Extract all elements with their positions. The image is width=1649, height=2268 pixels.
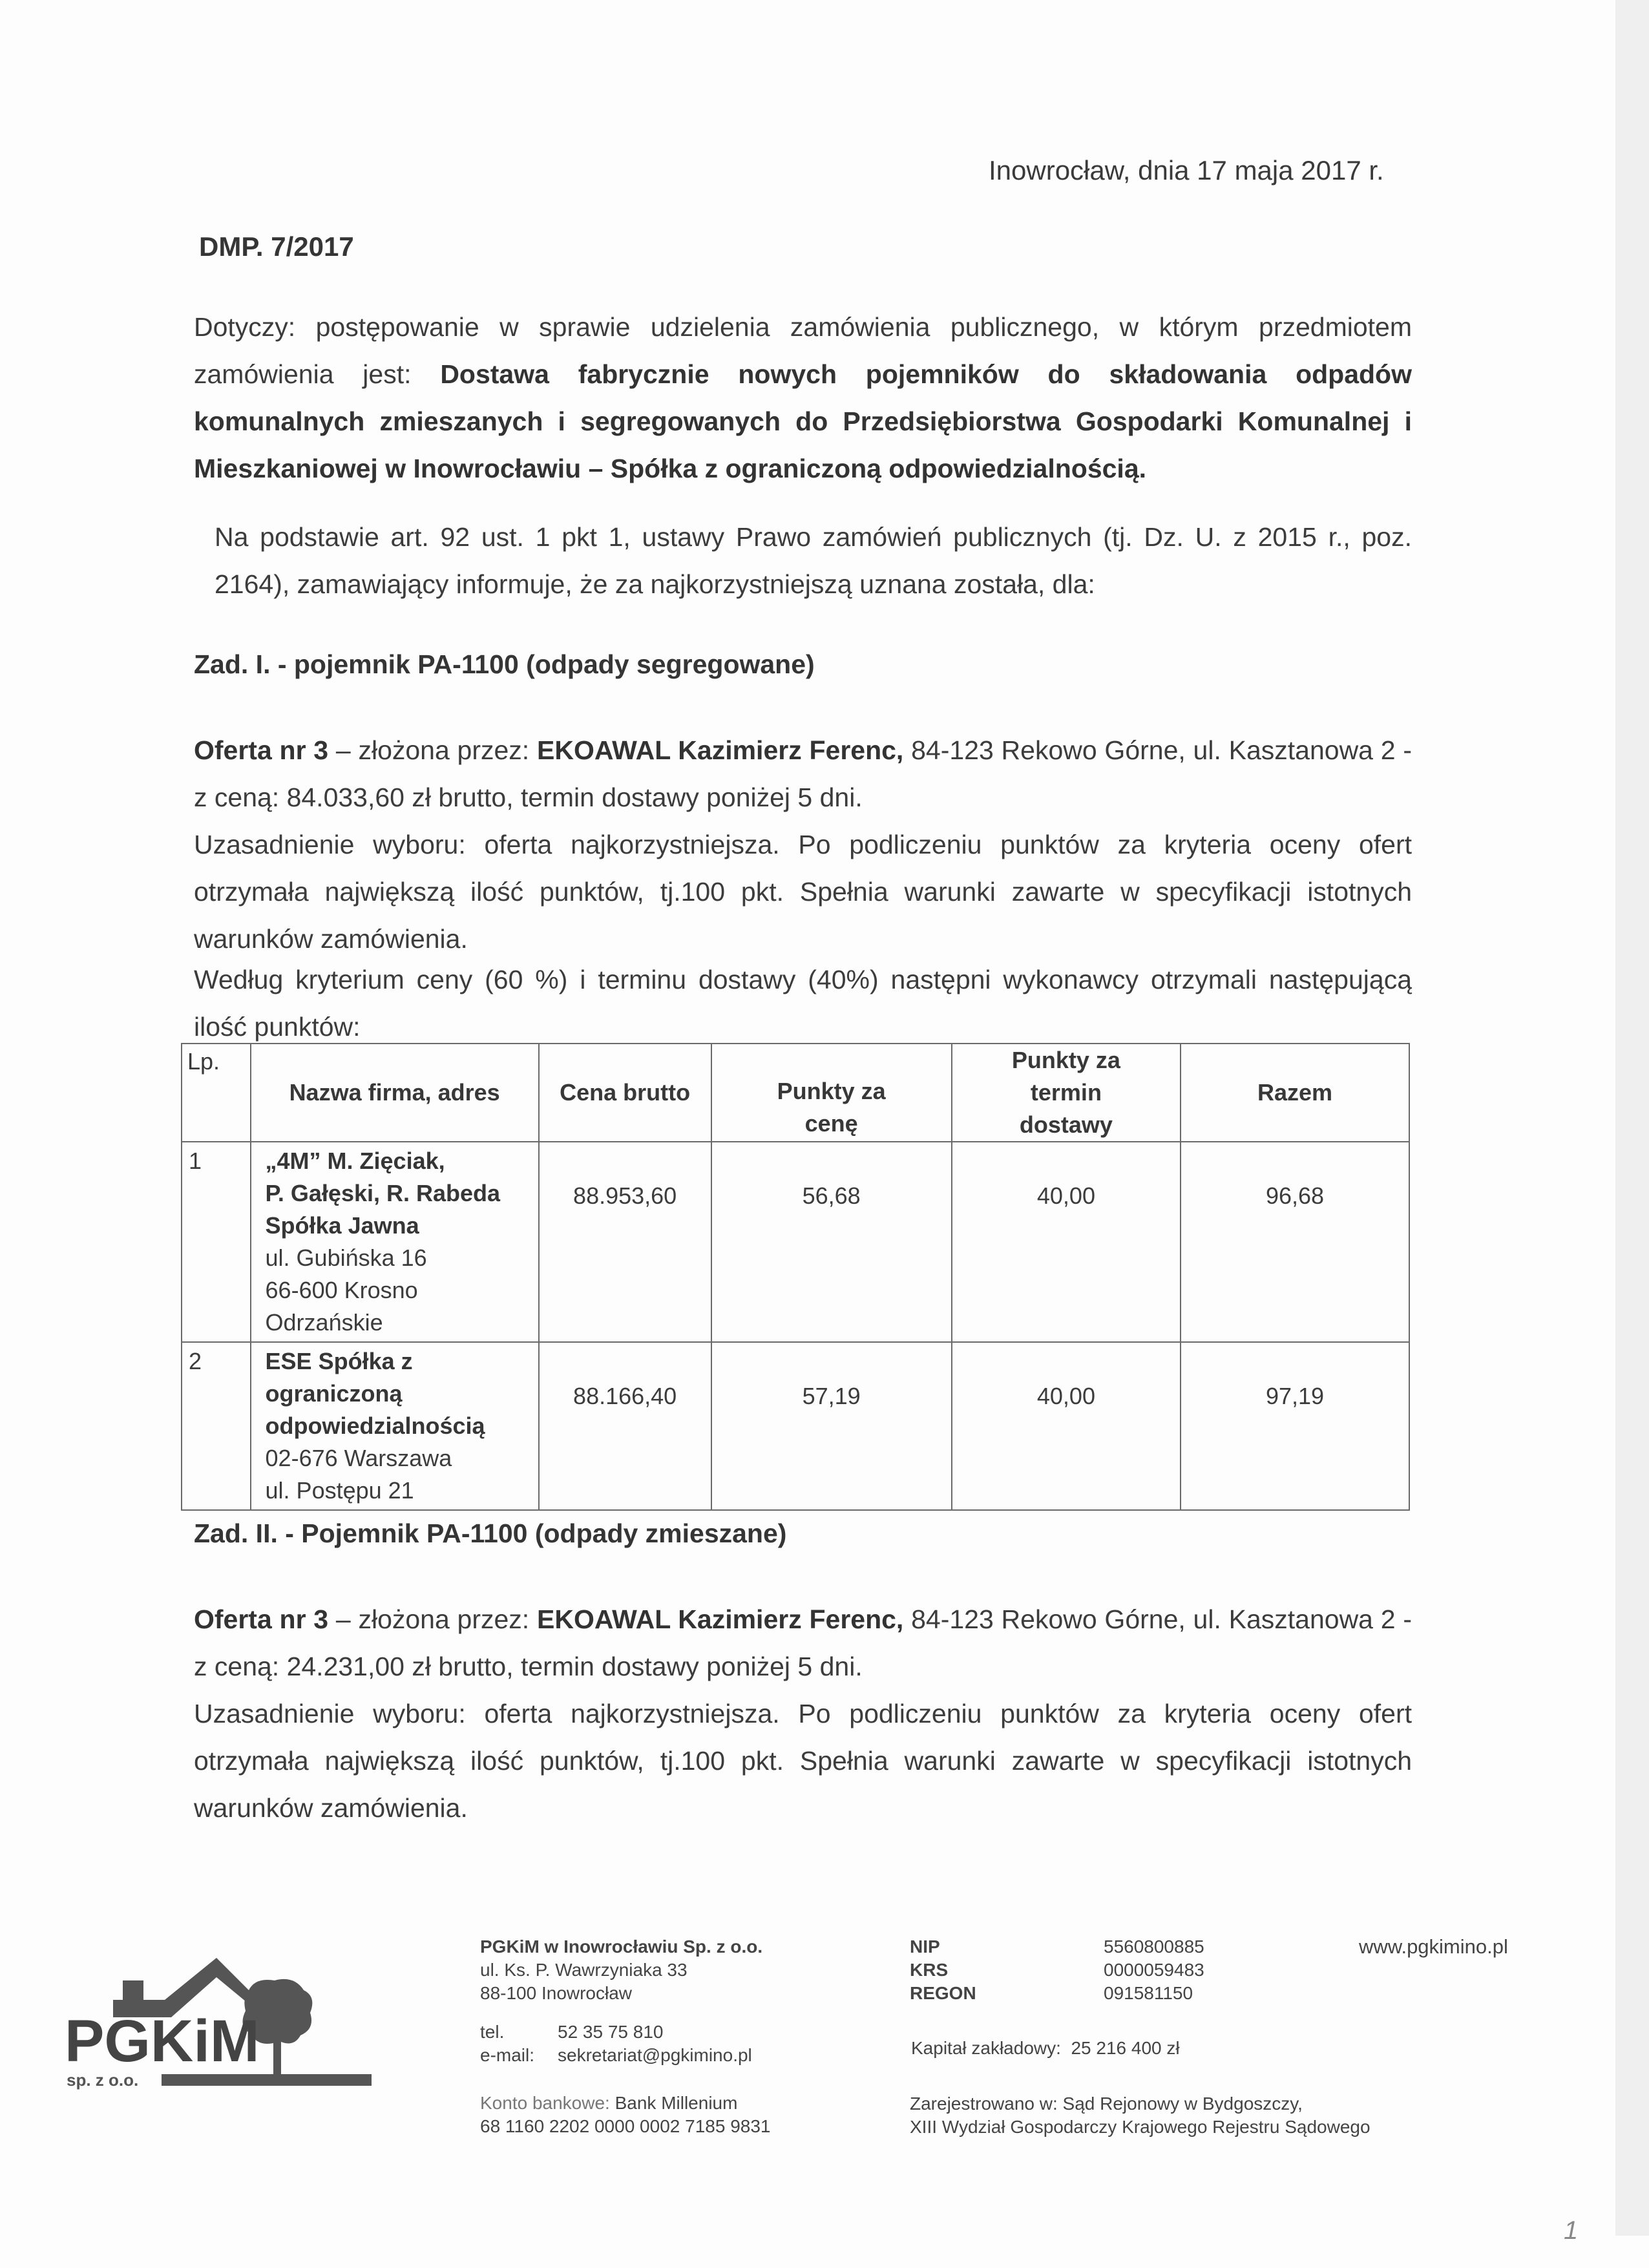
row-delivery-points: 40,00 [952, 1142, 1181, 1342]
website-link[interactable]: www.pgkimino.pl [1359, 1935, 1508, 1958]
row-total: 97,19 [1181, 1342, 1409, 1510]
footer-registry [910, 1935, 1204, 2005]
regon-label: REGON [910, 1983, 976, 2003]
col-price: Cena brutto [539, 1044, 711, 1142]
company-logo [48, 1951, 384, 2100]
row-total: 96,68 [1181, 1142, 1409, 1342]
bank-account: 68 1160 2202 0000 0002 7185 9831 [480, 2116, 771, 2136]
svg-text:sp. z o.o.: sp. z o.o. [67, 2070, 139, 2090]
row-company: ESE Spółka z ograniczoną odpowiedzialnością 02-676 Warszawa ul. Postępu 21 [251, 1342, 539, 1510]
scores-table [181, 1043, 1410, 1511]
tel-value: 52 35 75 810 [558, 2022, 664, 2042]
footer-capital [911, 2037, 1180, 2060]
table-header-row [182, 1044, 1409, 1142]
footer-contact [480, 2021, 752, 2067]
table-row [182, 1342, 1409, 1510]
place-date: Inowrocław, dnia 17 maja 2017 r. [989, 155, 1384, 185]
row-lp: 1 [182, 1142, 251, 1342]
email-link[interactable]: sekretariat@pgkimino.pl [558, 2045, 752, 2065]
table-row [182, 1142, 1409, 1342]
court-line-2: XIII Wydział Gospodarczy Krajowego Rejestru Sądowego [910, 2117, 1371, 2137]
task-1-title: Zad. I. - pojemnik PA-1100 (odpady segregowane) [194, 649, 815, 679]
task-1-offer [194, 727, 1412, 963]
footer-street: ul. Ks. P. Wawrzyniaka 33 [480, 1960, 688, 1980]
krs-label: KRS [910, 1960, 949, 1980]
footer-address [480, 1935, 762, 2005]
house-tree-logo-icon [48, 1951, 384, 2100]
col-total: Razem [1181, 1044, 1409, 1142]
bank-name: Bank Millenium [614, 2093, 738, 2113]
row-company: „4M” M. Zięciak, P. Gałęski, R. Rabeda Spółka Jawna ul. Gubińska 16 66-600 Krosno Odrzańskie [251, 1142, 539, 1342]
row-price-points: 56,68 [711, 1142, 952, 1342]
footer-bank [480, 2092, 770, 2138]
col-lp: Lp. [182, 1044, 251, 1142]
nip-label: NIP [910, 1937, 940, 1957]
nip-value: 5560800885 [1104, 1937, 1204, 1957]
page-number: 1 [1564, 2216, 1579, 2245]
tel-label: tel. [480, 2022, 505, 2042]
offer-details: 84-123 Rekowo Górne, ul. Kasztanowa 2 - z ceną: 84.033,60 zł brutto, termin dostawy poniżej 5 dni. [194, 735, 1412, 812]
row-lp: 2 [182, 1342, 251, 1510]
offer-details: 84-123 Rekowo Górne, ul. Kasztanowa 2 - z ceną: 24.231,00 zł brutto, termin dostawy poniżej 5 dni. [194, 1604, 1412, 1681]
offer-mid: – złożona przez: [328, 1604, 537, 1634]
subject-prefix: Dotyczy: postępowanie w sprawie udzielenia zamówienia publicznego, w którym przedmiotem zamówienia jest: [194, 312, 1412, 389]
footer-company: PGKiM w Inowrocławiu Sp. z o.o. [480, 1937, 763, 1957]
capital-value: 25 216 400 zł [1071, 2038, 1180, 2058]
bank-label: Konto bankowe: [480, 2093, 615, 2113]
capital-label: Kapitał zakładowy: [911, 2038, 1061, 2058]
task-2-title: Zad. II. - Pojemnik PA-1100 (odpady zmieszane) [194, 1518, 787, 1548]
court-line-1: Zarejestrowano w: Sąd Rejonowy w Bydgoszczy, [910, 2094, 1303, 2114]
offer-company: EKOAWAL Kazimierz Ferenc, [536, 735, 904, 765]
criteria-intro: Według kryterium ceny (60 %) i terminu dostawy (40%) następni wykonawcy otrzymali następującą ilość punktów: [194, 965, 1412, 1042]
offer-mid: – złożona przez: [328, 735, 537, 765]
row-delivery-points: 40,00 [952, 1342, 1181, 1510]
legal-basis-paragraph [194, 514, 1412, 608]
col-price-points: Punkty za cenę [711, 1044, 952, 1142]
footer-court [910, 2092, 1371, 2139]
offer-label: Oferta nr 3 [194, 1604, 329, 1634]
regon-value: 091581150 [1104, 1983, 1193, 2003]
legal-basis-text: Na podstawie art. 92 ust. 1 pkt 1, ustawy Prawo zamówień publicznych (tj. Dz. U. z 2015 r., poz. 2164), zamawiający informuje, że za najkorzystniejszą uznana została, dla: [215, 522, 1412, 599]
svg-text:PGKiM: PGKiM [65, 2008, 260, 2074]
offer-company: EKOAWAL Kazimierz Ferenc, [536, 1604, 904, 1634]
task-2-offer [194, 1596, 1412, 1832]
row-price: 88.166,40 [539, 1342, 711, 1510]
offer-justification: Uzasadnienie wyboru: oferta najkorzystniejsza. Po podliczeniu punktów za kryteria oceny ofert otrzymała największą ilość punktów, tj.100 pkt. Spełnia warunki zawarte w specyfikacji istotnych warunków zamówienia. [194, 830, 1412, 954]
row-price-points: 57,19 [711, 1342, 952, 1510]
offer-label: Oferta nr 3 [194, 735, 329, 765]
footer-city: 88-100 Inowrocław [480, 1983, 633, 2003]
col-name: Nazwa firma, adres [251, 1044, 539, 1142]
subject-title: Dostawa fabrycznie nowych pojemników do składowania odpadów komunalnych zmieszanych i segregowanych do Przedsiębiorstwa Gospodarki Komunalnej i Mieszkaniowej w Inowrocławiu – Spółka z ograniczoną odpowiedzialnością. [194, 359, 1412, 483]
subject-paragraph [194, 304, 1412, 492]
krs-value: 0000059483 [1104, 1960, 1204, 1980]
col-delivery-points: Punkty za termin dostawy [952, 1044, 1181, 1142]
row-price: 88.953,60 [539, 1142, 711, 1342]
email-label: e-mail: [480, 2045, 535, 2065]
reference-number: DMP. 7/2017 [199, 231, 354, 262]
scan-edge [1615, 0, 1649, 2236]
offer-justification: Uzasadnienie wyboru: oferta najkorzystniejsza. Po podliczeniu punktów za kryteria oceny ofert otrzymała największą ilość punktów, tj.100 pkt. Spełnia warunki zawarte w specyfikacji istotnych warunków zamówienia. [194, 1699, 1412, 1823]
